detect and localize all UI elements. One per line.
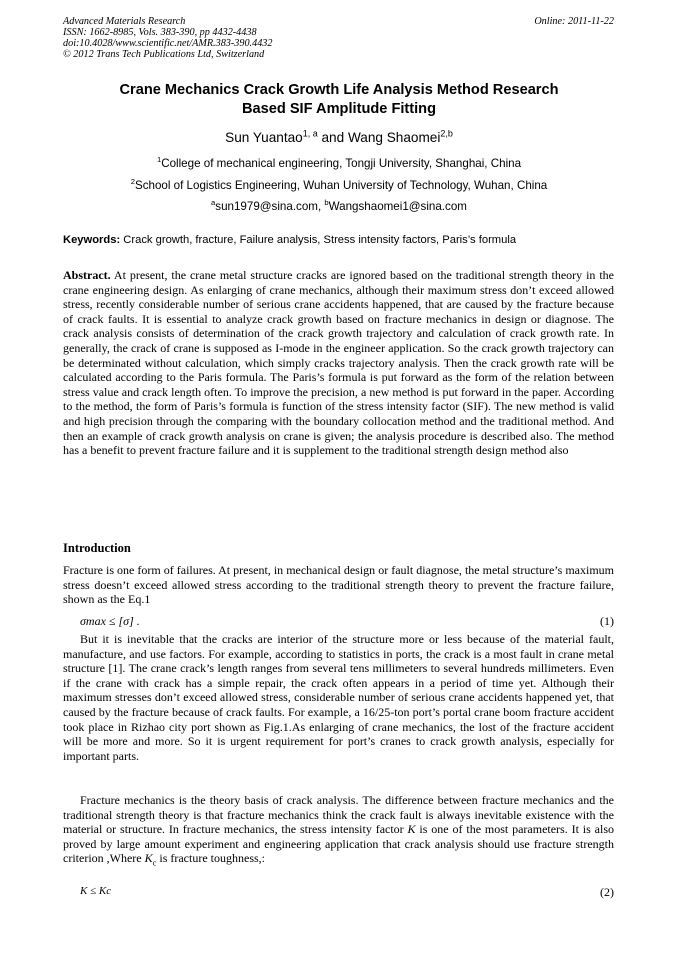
p3-part-c: is fracture toughness,: — [156, 851, 265, 866]
intro-paragraph-1: Fracture is one form of failures. At present, in mechanical design or fault diagnose, the metal structure’s maximum stress doesn’t exceed allowed stress according to the traditional strength theory to prevent the fracture failure, shown as the Eq.1 — [63, 563, 614, 607]
p3-symbol-kc: K — [144, 851, 153, 866]
email-a: sun1979@sina.com, — [215, 200, 325, 213]
section-heading-introduction: Introduction — [63, 541, 131, 555]
aff1-text: College of mechanical engineering, Tongji University, Shanghai, China — [161, 157, 522, 170]
email-a-sup: a — [211, 198, 216, 208]
online-date: Online: 2011-11-22 — [534, 16, 614, 27]
aff1-sup: 1 — [156, 155, 162, 165]
abstract-text: At present, the crane metal structure cracks are ignored based on the traditional strength theory in the crane engineering design. As enlarging of crane mechanics, although their maximum stress don’t exceed allowed stress, recently considerable number of serious crane accidents happened, that are caused by the fracture because of crack faults. It is essential to analyze crack growth based on fracture mechanics in design or diagnose. The crack analysis consists of determination of the crack growth trajectory and calculation of crack growth rate. In generally, the crack of crane is supposed as I-mode in the engineer application. So the crack growth trajectory can be determinated without calculation, which simply cracks trajectory analysis. Then the crack growth rate will be calculated according to the Paris formula. The Paris’s formula is put forward as the form of the relation between stress value and crack length often. To improve the precision, a new method is put forward in the paper. According to the method, the form of Paris’s formula is function of the stress intensity factor (SIF). The new method is valid and high precision through the comparing with the boundary collocation method and the traditional method. And then an example of crack growth analysis on crane is given; the analysis procedure is described also. The method has a benefit to prevent fracture failure and it is supplement to the traditional strength design method also — [63, 268, 614, 458]
equation-2-expr: K ≤ Kc — [80, 885, 112, 897]
intro-paragraph-2: But it is inevitable that the cracks are interior of the structure more or less because of the material fault, manufacture, and use factors. For example, according to statistics in ports, the crack is a most fault in crane metal structure [1]. The crane crack’s length ranges from several tens millimeters to several hundreds millimeters. Even if the crane with crack has a simple repair, the crack often appears in a period of time yet. Although their maximum stresses don’t exceed allowed stress, considerable number of serious crane accidents happened yet, that caused by the fracture because of crack faults. For example, a 16/25-ton port’s portal crane boom fracture accident took place in Rizhao city port shown as Fig.1.As enlarging of crane mechanics, the lost of the fracture accident will be more and more. So it is urgent requirement for port’s cranes to crack growth analysis, especially for important parts. — [63, 632, 614, 763]
p3-symbol-k: K — [407, 822, 416, 837]
author-1: Sun Yuantao — [225, 130, 303, 145]
equation-2-number: (2) — [600, 885, 614, 899]
affiliation-1 — [40, 157, 638, 170]
author-2: Wang Shaomei — [347, 130, 441, 145]
doi-line: doi:10.4028/www.scientific.net/AMR.383-390.4432 — [63, 38, 273, 49]
p3-symbol-kc-sub: c — [152, 858, 157, 868]
keywords — [63, 234, 623, 246]
issn-line: ISSN: 1662-8985, Vols. 383-390, pp 4432-4438 — [63, 27, 257, 38]
abstract — [63, 268, 614, 458]
p3-part-b: is one of the most parameters. It is also proved by large amount experiment and engineering application that crack analysis should use fracture strength criterion ,Where — [63, 822, 614, 866]
abstract-label: Abstract. — [63, 268, 111, 282]
aff2-text: School of Logistics Engineering, Wuhan University of Technology, Wuhan, China — [135, 179, 548, 192]
copyright-line: © 2012 Trans Tech Publications Ltd, Switzerland — [63, 49, 265, 60]
affiliation-2 — [40, 179, 638, 192]
keywords-label: Keywords: — [63, 234, 121, 246]
author-and: and — [317, 130, 348, 145]
aff2-sup: 2 — [130, 177, 135, 187]
equation-1-number: (1) — [600, 614, 614, 628]
paper-title-line2: Based SIF Amplitude Fitting — [241, 101, 437, 117]
email-b-sup: b — [324, 198, 329, 208]
author-1-sup: 1, a — [302, 128, 318, 139]
p3-part-a: Fracture mechanics is the theory basis of crack analysis. The difference between fracture mechanics and the traditional strength theory is that fracture mechanics think the crack fault is always inevitable existence with the material or structure. In fracture mechanics, the stress intensity factor — [63, 793, 614, 837]
author-line — [40, 130, 638, 145]
equation-1-expr: σmax ≤ [σ] . — [80, 614, 140, 628]
journal-name: Advanced Materials Research — [63, 16, 186, 27]
keywords-text: Crack growth, fracture, Failure analysis, Stress intensity factors, Paris’s formula — [120, 234, 517, 246]
email-b: Wangshaomei1@sina.com — [328, 200, 467, 213]
intro-paragraph-3 — [63, 793, 614, 871]
paper-title-line1: Crane Mechanics Crack Growth Life Analysis Method Research — [119, 82, 559, 98]
author-2-sup: 2,b — [440, 128, 453, 139]
author-emails — [40, 200, 638, 213]
